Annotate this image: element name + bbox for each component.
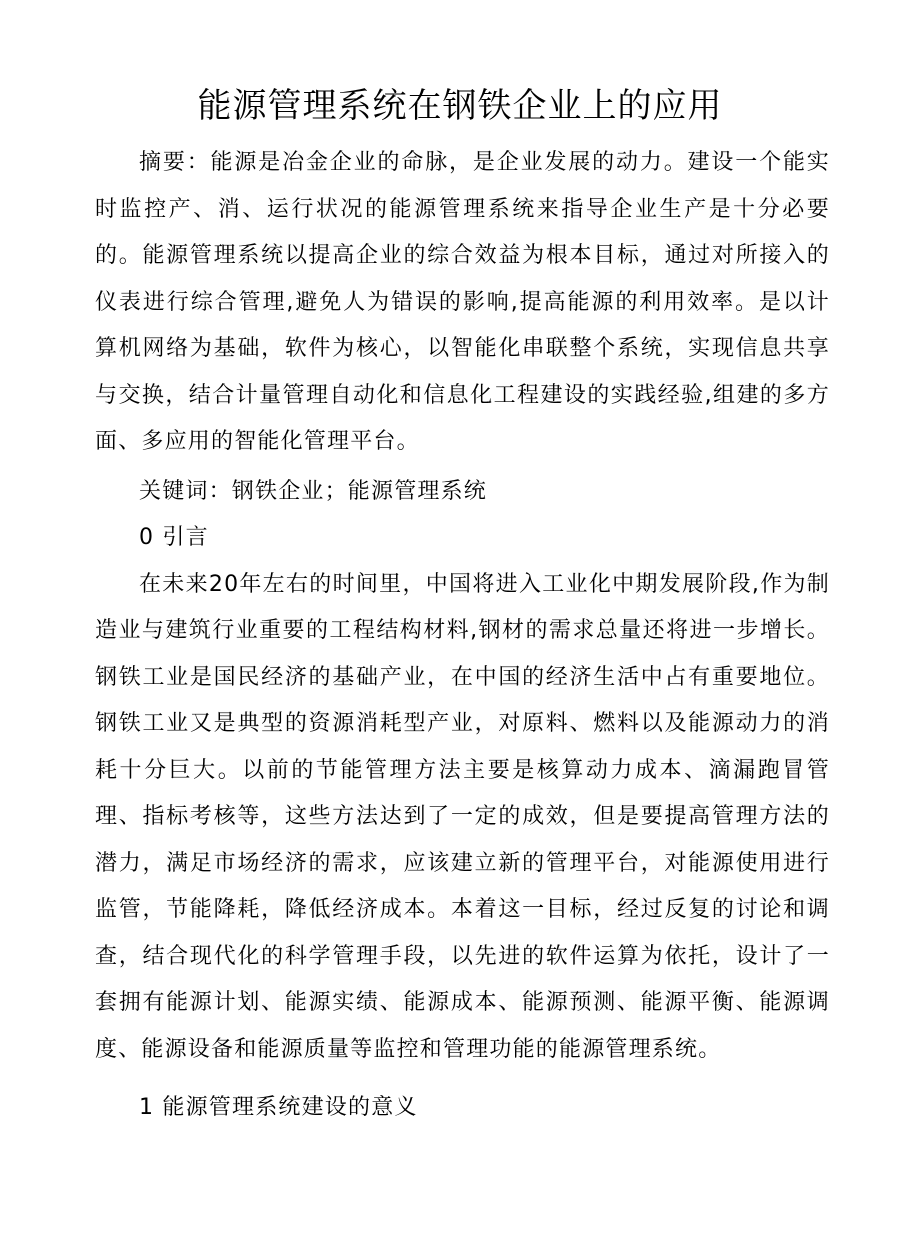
document-title: 能源管理系统在钢铁企业上的应用 [197,86,723,126]
section-0-paragraph: 在未来20年左右的时间里，中国将进入工业化中期发展阶段,作为制造业与建筑行业重要的工程结构材料,钢材的需求总量还将进一步增长。钢铁工业是国民经济的基础产业，在中国的经济生活中占有重要地位。钢铁工业又是典型的资源消耗型产业，对原料、燃料以及能源动力的消耗十分巨大。以前的节能管理方法主要是核算动力成本、滴漏跑冒管理、指标考核等，这些方法达到了一定的成效，但是要提高管理方法的潜力，满足市场经济的需求，应该建立新的管理平台，对能源使用进行监管，节能降耗，降低经济成本。本着这一目标，经过反复的讨论和调查，结合现代化的科学管理手段，以先进的软件运算为依托，设计了一套拥有能源计划、能源实绩、能源成本、能源预测、能源平衡、能源调度、能源设备和能源质量等监控和管理功能的能源管理系统。 [95,571,830,1062]
keywords-line: 关键词：钢铁企业；能源管理系统 [139,478,488,504]
document-body [95,140,830,1132]
section-0-heading: 0 引言 [139,525,209,550]
section-1-heading: 1 能源管理系统建设的意义 [139,1095,418,1120]
abstract-paragraph: 摘要：能源是冶金企业的命脉，是企业发展的动力。建设一个能实时监控产、消、运行状况的能源管理系统来指导企业生产是十分必要的。能源管理系统以提高企业的综合效益为根本目标，通过对所接入的仪表进行综合管理,避免人为错误的影响,提高能源的利用效率。是以计算机网络为基础，软件为核心，以智能化串联整个系统，实现信息共享与交换，结合计量管理自动化和信息化工程建设的实践经验,组建的多方面、多应用的智能化管理平台。 [95,150,830,454]
